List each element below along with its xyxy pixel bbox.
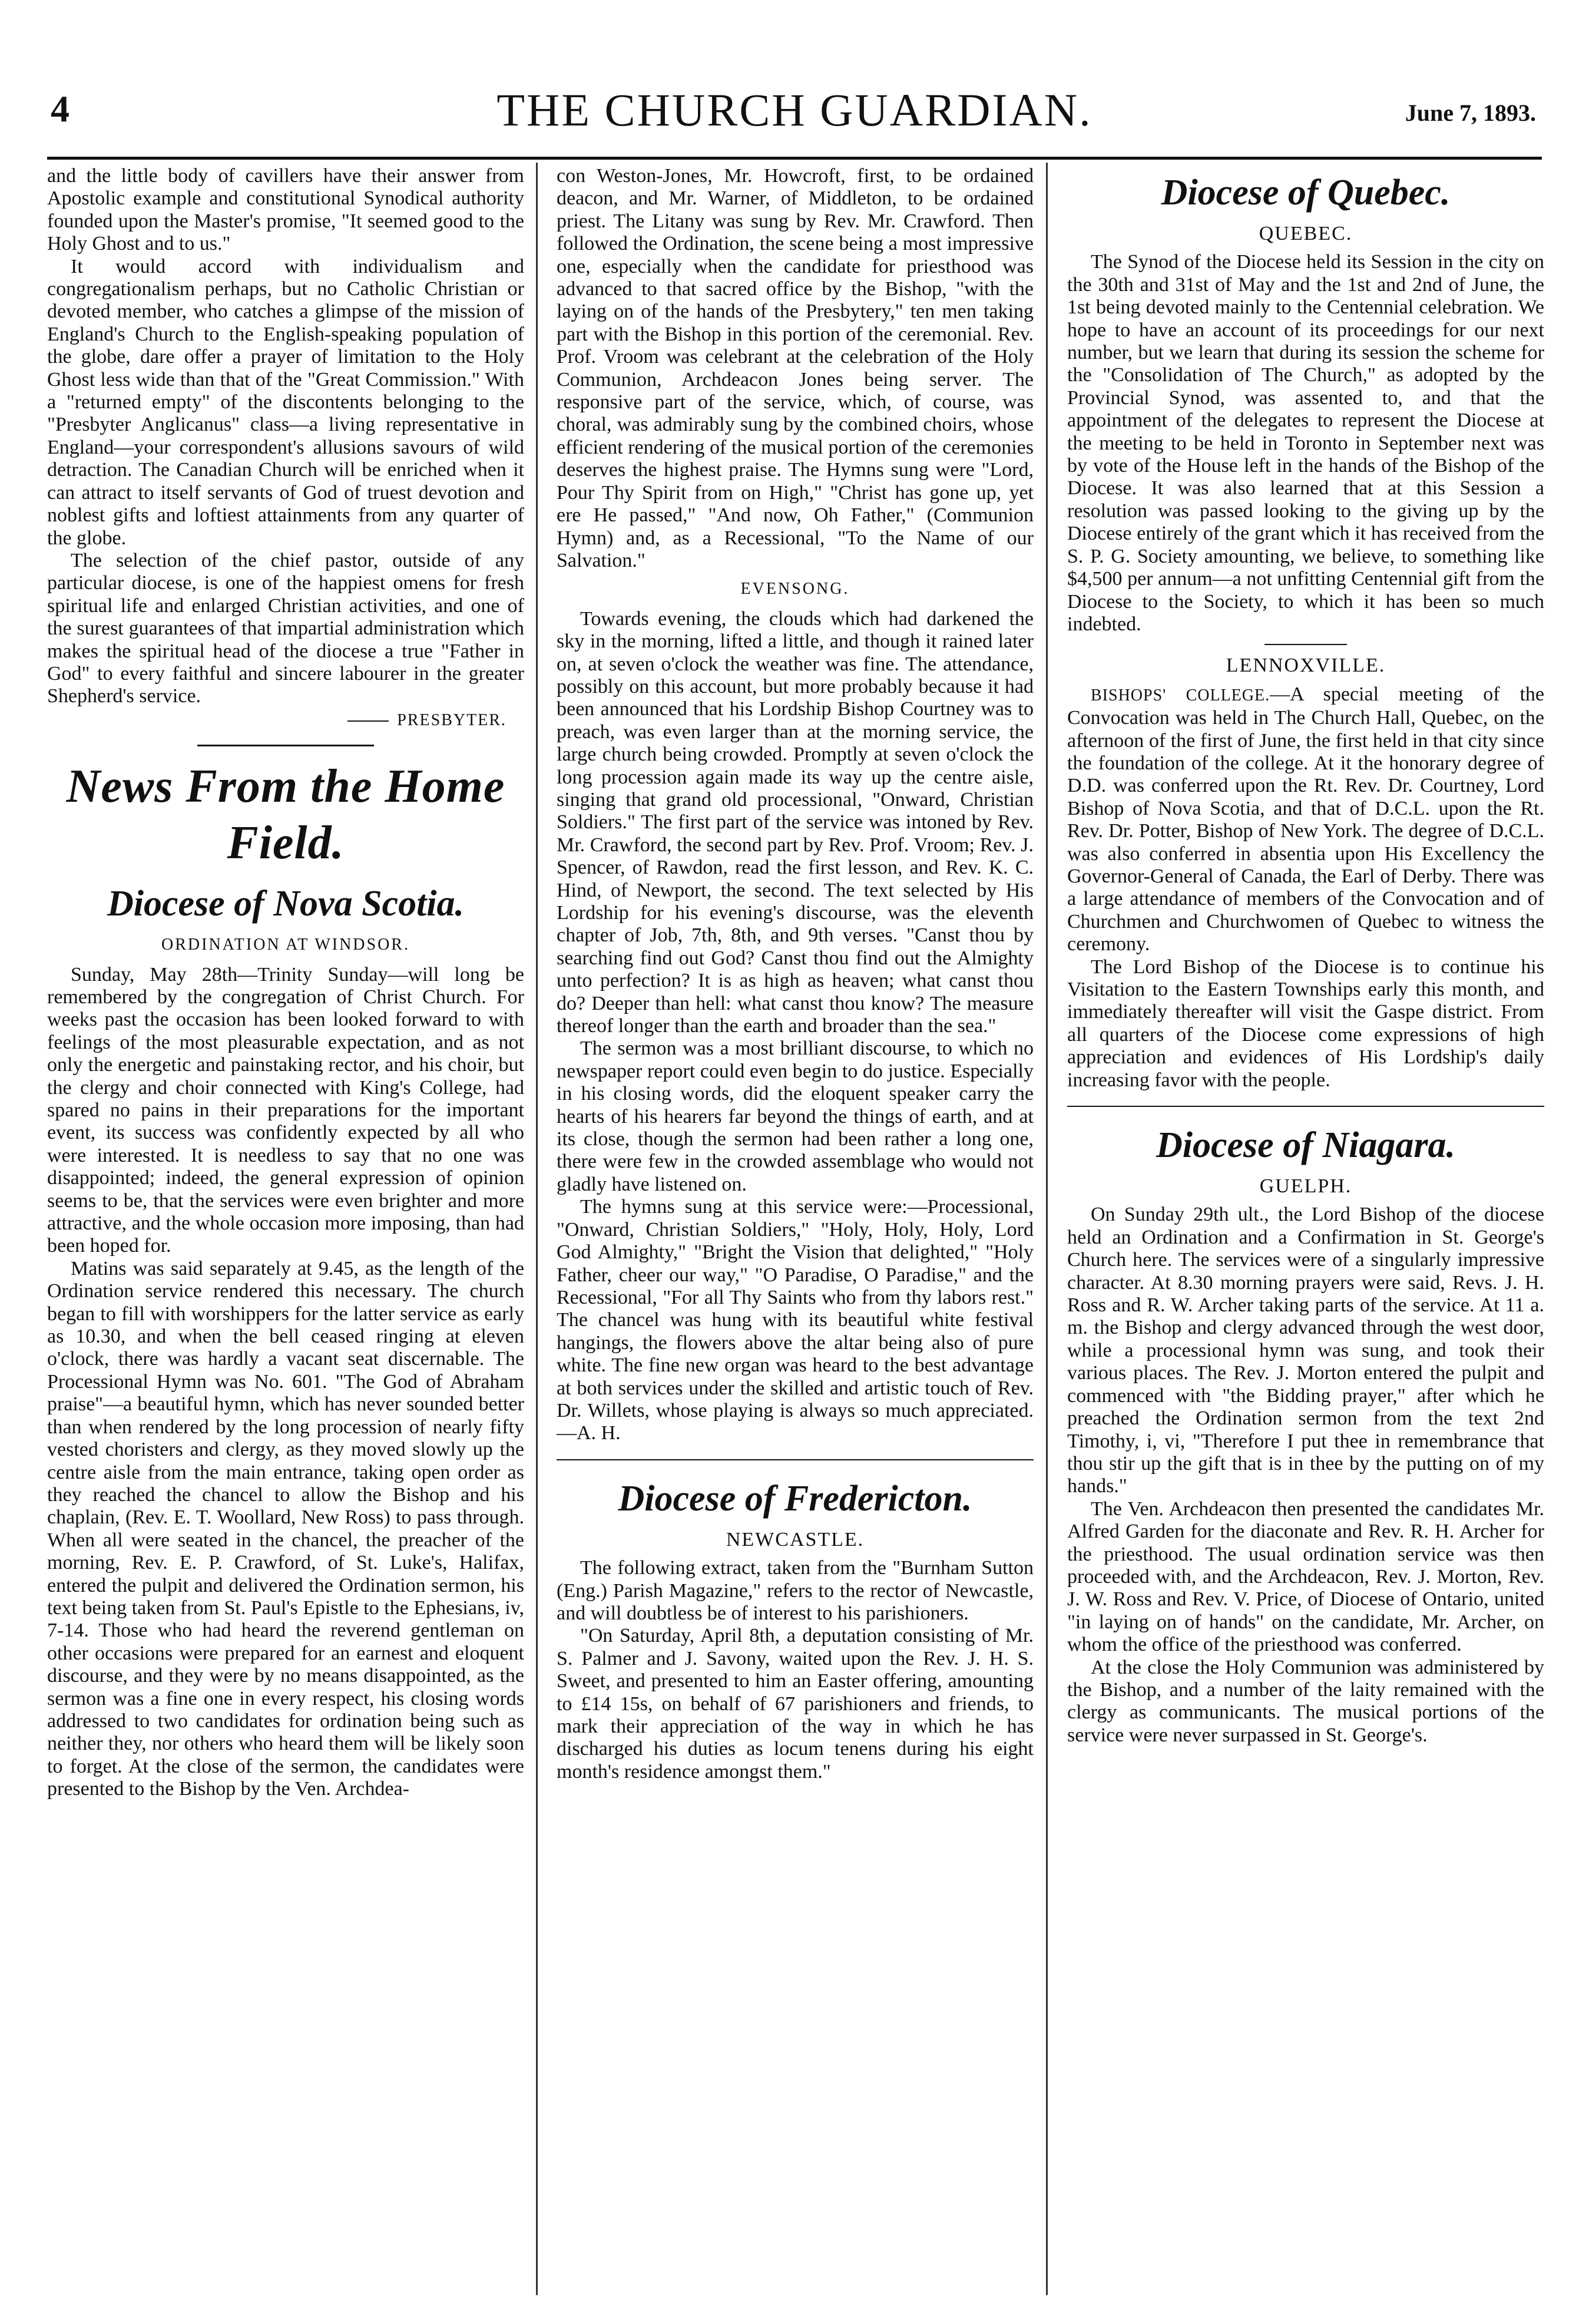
paragraph: The Lord Bishop of the Diocese is to continue his Visitation to the Eastern Townships early this month, and immediately thereafter will visit the Gaspe district. From all quarters of the Diocese come expressions of high appreciation and evidences of His Lordship's daily increasing favor with the people. [1067,956,1544,1091]
column-3 [1067,165,1544,1747]
divider-rule [557,1459,1034,1460]
column-2 [557,165,1034,1783]
column-divider [1046,163,1048,2295]
divider-rule [1067,1106,1544,1107]
page-header [47,82,1542,153]
place-heading: NEWCASTLE. [726,1528,865,1551]
paragraph: The following extract, taken from the "Burnham Sutton (Eng.) Parish Magazine," refers to the rector of Newcastle, and will doubtless be of interest to his parishioners. [557,1557,1034,1624]
issue-date: June 7, 1893. [1405,100,1536,126]
paragraph: Towards evening, the clouds which had darkened the sky in the morning, lifted a little, and though it rained later on, at seven o'clock the weather was fine. The attendance, possibly on this account, but more probably because it had been announced that his Lordship Bishop Courtney was to preach, was even larger than at the morning service, the large church being crowded. Promptly at seven o'clock the long procession again made its way up the centre aisle, singing that grand old processional, "Onward, Christian Soldiers." The first part of the service was intoned by Rev. Mr. Crawford, the second part by Rev. Prof. Vroom; Rev. J. Spencer, of Rawdon, read the first lesson, and Rev. K. C. Hind, of Newport, the second. The text selected by His Lordship for his evening's discourse, was the eleventh chapter of Job, 7th, 8th, and 9th verses. "Canst thou by searching find out God? Canst thou find out the Almighty unto perfection? It is as high as heaven; what canst thou do? Deeper than hell: what canst thou know? The measure thereof longer than the earth and broader than the sea." [557,607,1034,1037]
diocese-heading: Diocese of Niagara. [1156,1125,1455,1166]
diocese-heading: Diocese of Fredericton. [618,1478,972,1519]
divider-rule [1264,644,1347,645]
diocese-heading: Diocese of Nova Scotia. [107,884,465,924]
paragraph: The selection of the chief pastor, outside of any particular diocese, is one of the happiest omens for fresh spiritual life and enlarged Christian activities, and one of the surest guarantees of that impartial administration which makes the spiritual head of the diocese a true "Father in God" to every faithful and sincere labourer in the greater Shepherd's service. [47,549,524,708]
paragraph: "On Saturday, April 8th, a deputation consisting of Mr. S. Palmer and J. Savony, waited upon the Rev. J. H. S. Sweet, and presented to him an Easter offering, amounting to £14 15s, on behalf of 67 parishioners and friends, to mark their appreciation of the way in which he has discharged his duties as locum tenens during his eight month's residence amongst them." [557,1625,1034,1783]
paragraph: The hymns sung at this service were:—Processional, "Onward, Christian Soldiers," "Holy, Holy, Holy, Lord God Almighty," "Bright the Vision that delighted," "Holy Father, cheer our way," "O Paradise, O Paradise," and the Recessional, "For all Thy Saints who from thy labors rest." The chancel was hung with its beautiful white festival hangings, the flowers above the altar being also of pure white. The fine new organ was heard to the best advantage at both services under the skilled and artistic touch of Rev. Dr. Willets, whose playing is always so much appreciated.—A. H. [557,1196,1034,1444]
paragraph: and the little body of cavillers have their answer from Apostolic example and constitutional Synodical authority founded upon the Master's promise, "It seemed good to the Holy Ghost and to us." [47,165,524,255]
paragraph: con Weston-Jones, Mr. Howcroft, first, to be ordained deacon, and Mr. Warner, of Middleton, to be ordained priest. The Litany was sung by Rev. Mr. Crawford. Then followed the Ordination, the scene being a most impressive one, especially when the candidate for priesthood was advanced to that sacred office by the Bishop, "with the laying on of the hands of the Presbytery," ten men taking part with the Bishop in this portion of the ceremonial. Rev. Prof. Vroom was celebrant at the celebration of the Holy Communion, Archdeacon Jones being server. The responsive part of the service, which, of course, was choral, was admirably sung by the combined choirs, whose efficient rendering of the musical portion of the ceremonies deserves the highest praise. The Hymns sung were "Lord, Pour Thy Spirit from on High," "Christ has gone up, yet ere He passed," "And now, Oh Father," (Communion Hymn) and, as a Recessional, "To the Name of our Salvation." [557,165,1034,571]
signature: PRESBYTER. [47,709,524,732]
place-heading: QUEBEC. [1259,223,1353,244]
section-heading: News From the Home Field. [66,761,505,870]
paragraph: It would accord with individualism and congregationalism perhaps, but no Catholic Christian or devoted member, who catches a glimpse of the mission of England's Church to the English-speaking population of the globe, dare offer a prayer of limitation to the Holy Ghost less wide than that of the "Great Commission." With a "returned empty" of the discontents belonging to the "Presbyter Anglicanus" class—a living representative in England—your correspondent's allusions savours of wild detraction. The Canadian Church will be enriched when it can attract to itself servants of God of truest devotion and noblest gifts and loftiest attainments from any quarter of the globe. [47,255,524,549]
column-divider [536,163,538,2295]
paragraph: At the close the Holy Communion was administered by the Bishop, and a number of the laity remained with the clergy as communicants. The musical portions of the service were never surpassed in St. George's. [1067,1656,1544,1746]
paragraph [1067,683,1544,956]
paragraph: The Ven. Archdeacon then presented the candidates Mr. Alfred Garden for the diaconate and Rev. R. H. Archer for the priesthood. The usual ordination service was then proceeded with, and the Archdeacon, Rev. J. Morton, Rev. J. W. Ross and Rev. V. Price, of Diocese of Ontario, united "in laying on of hands" on the candidate, Mr. Archer, on whom the office of the priesthood was conferred. [1067,1497,1544,1656]
paragraph: Sunday, May 28th—Trinity Sunday—will long be remembered by the congregation of Christ Church. For weeks past the occasion has been looked forward to with feelings of the most pleasurable expectation, and as not only the energetic and painstaking rector, and his choir, but the clergy and choir connected with King's College, had spared no pains in their preparations for the important event, its success was confidently expected by all who were interested. It is needless to say that no one was disappointed; indeed, the general expression of opinion seems to be, that the services were even brighter and more attractive, and the whole occasion more imposing, than had been hoped for. [47,963,524,1257]
subheading: ORDINATION AT WINDSOR. [161,935,410,954]
paragraph: On Sunday 29th ult., the Lord Bishop of the diocese held an Ordination and a Confirmation in St. George's Church here. The services were of a singularly impressive character. At 8.30 morning prayers were said, Revs. J. H. Ross and R. W. Archer taking parts of the service. At 11 a. m. the Bishop and clergy advanced through the west door, while a processional hymn was sung, and took their various places. The Rev. J. Morton entered the pulpit and commenced with "the Bidding prayer," after which he preached the Ordination sermon from the text 2nd Timothy, i, vi, "Therefore I put thee in remembrance that thou stir up the gift that is in thee by the putting on of my hands." [1067,1204,1544,1497]
paragraph-lead: BISHOPS' COLLEGE. [1091,686,1270,705]
divider-rule [197,745,374,746]
column-1 [47,165,524,1801]
subheading: EVENSONG. [740,580,850,599]
place-heading: GUELPH. [1259,1175,1352,1198]
place-heading: LENNOXVILLE. [1226,654,1386,677]
paragraph: The sermon was a most brilliant discourse, to which no newspaper report could even begin to do justice. Especially in his closing words, did the eloquent speaker carry the hearts of his hearers far beyond the things of earth, and at its close, though the sermon had been rather a long one, there were few in the crowded assemblage who would not gladly have listened on. [557,1037,1034,1195]
page-number: 4 [51,88,69,130]
masthead: THE CHURCH GUARDIAN. [496,84,1093,135]
paragraph: Matins was said separately at 9.45, as the length of the Ordination service rendered this necessary. The church began to fill with worshippers for the latter service as early as 10.30, and when the bell ceased ringing at eleven o'clock, there was hardly a vacant seat discernable. The Processional Hymn was No. 601. "The God of Abraham praise"—a beautiful hymn, which has never sounded better than when rendered by the long procession of nearly fifty vested choristers and clergy, as they moved slowly up the centre aisle from the main entrance, taking open order as they reached the chancel to allow the Bishop and his chaplain, (Rev. E. T. Woollard, New Ross) to pass through. When all were seated in the chancel, the preacher of the morning, Rev. E. P. Crawford, of St. Luke's, Halifax, entered the pulpit and delivered the Ordination sermon, his text being taken from St. Paul's Epistle to the Ephesians, iv, 7-14. Those who had heard the reverend gentleman on other occasions were prepared for an earnest and eloquent discourse, and they were by no means disappointed, as the sermon was a fine one in every respect, his closing words addressed to two candidates for ordination being such as neither they, nor others who heard them will be likely soon to forget. At the close of the sermon, the candidates were presented to the Bishop by the Ven. Archdea- [47,1257,524,1800]
diocese-heading: Diocese of Quebec. [1161,173,1451,213]
header-rule [47,157,1542,160]
paragraph-body: —A special meeting of the Convocation was held in The Church Hall, Quebec, on the afternoon of the first of June, the first held in that city since the foundation of the college. At it the honorary degree of D.D. was conferred upon the Rt. Rev. Dr. Courtney, Lord Bishop of Nova Scotia, and that of D.C.L. upon the Rt. Rev. Dr. Potter, Bishop of New York. The degree of D.C.L. was also conferred in absentia upon His Excellency the Governor-General of Canada, the Earl of Derby. There was a large attendance of members of the Convocation and of Churchmen and Churchwomen of Quebec to witness the ceremony. [1067,683,1544,956]
paragraph: The Synod of the Diocese held its Session in the city on the 30th and 31st of May and the 1st and 2nd of June, the 1st being devoted mainly to the Centennial celebration. We hope to have an account of its proceedings for our next number, but we learn that during its session the scheme for the "Consolidation of The Church," as adopted by the Provincial Synod, was assented to, and that the appointment of the delegates to represent the Diocese at the meeting to be held in Toronto in September next was by vote of the House left in the hands of the Bishop of the Diocese. It was also learned that at this Session a resolution was passed looking to the giving up by the Diocese entirely of the grant which it has received from the S. P. G. Society amounting, we believe, to something like $4,500 per annum—a not unfitting Centennial gift from the Diocese to the Society, to which it has been so much indebted. [1067,251,1544,635]
